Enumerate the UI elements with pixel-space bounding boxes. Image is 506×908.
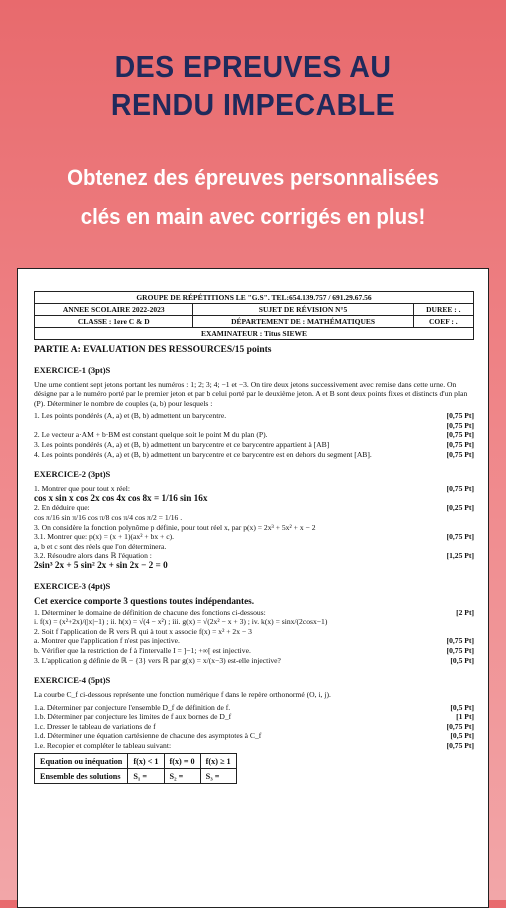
header-group: GROUPE DE RÉPÉTITIONS LE "G.S". TEL:654.139.757 / 691.29.67.56 (35, 292, 474, 304)
header-duration: DUREE : . (413, 304, 473, 316)
table-cell: S₂ = (164, 769, 200, 784)
question-text: 4. Les points pondérés (A, a) et (B, b) admettent un barycentre et ce barycentre est en dehors du segment [AB]. (34, 449, 372, 459)
question-text: 2sin³ 2x + 5 sin² 2x + sin 2x − 2 = 0 (34, 559, 168, 570)
exercise-line (34, 617, 474, 627)
question-text: 1.c. Dresser le tableau de variations de f (34, 721, 156, 731)
exercise-2-items (34, 484, 474, 570)
headline-line-1: DES EPREUVES AU (114, 49, 392, 84)
question-text: 1. Déterminer le domaine de définition de chacune des fonctions ci-dessous: (34, 607, 266, 617)
exercise-line (34, 532, 474, 542)
exercise-line (34, 503, 474, 513)
exercise-1-items (34, 411, 474, 459)
table-cell: f(x) = 0 (164, 754, 200, 769)
question-text: 3. L'application g définie de ℝ − {3} vers ℝ par g(x) = x/(x−3) est-elle injective? (34, 655, 281, 665)
question-text: 1.e. Recopier et compléter le tableau suivant: (34, 740, 172, 750)
exercise-line (34, 608, 474, 618)
exercise-line (34, 741, 474, 751)
points-label: [0,5 Pt] (450, 731, 474, 741)
points-label: [0,75 Pt] (446, 484, 474, 494)
question-text: cos x sin x cos 2x cos 4x cos 8x = 1/16 sin 16x (34, 492, 208, 503)
points-label: [0,75 Pt] (446, 411, 474, 421)
subtitle-line-2: clés en main avec corrigés en plus! (80, 204, 426, 229)
points-label (434, 513, 474, 523)
table-cell: Equation ou inéquation (35, 754, 128, 769)
exercise-line (34, 411, 474, 421)
table-cell: f(x) ≥ 1 (200, 754, 236, 769)
exercise-3-title: EXERCICE-3 (4pt)S (34, 580, 111, 591)
points-label: [0,5 Pt] (450, 702, 474, 712)
exercise-line (34, 523, 474, 533)
header-department: DÉPARTEMENT DE : MATHÉMATIQUES (193, 316, 413, 328)
header-subject: SUJET DE RÉVISION N°5 (193, 304, 413, 316)
points-label: [0,75 Pt] (446, 532, 474, 542)
points-label: [0,75 Pt] (446, 645, 474, 655)
exercise-2-title: EXERCICE-2 (3pt)S (34, 469, 111, 480)
promo-headline (20, 48, 486, 124)
question-text: 3. On considère la fonction polynôme p définie, pour tout réel x, par p(x) = 2x³ + 5x² + x − 2 (34, 522, 316, 532)
question-text: 1.a. Déterminer par conjecture l'ensemble D_f de définition de f. (34, 702, 231, 712)
exercise-line (34, 421, 474, 431)
exercise-line (34, 636, 474, 646)
exercise-line (34, 656, 474, 666)
part-title: PARTIE A: EVALUATION DES RESSOURCES/15 points (34, 345, 272, 355)
exercise-line (34, 430, 474, 440)
header-class: CLASSE : 1ere C & D (35, 316, 193, 328)
exercise-line (34, 440, 474, 450)
table-cell: S₁ = (128, 769, 164, 784)
exercise-3-heading: Cet exercice comporte 3 questions toutes indépendantes. (34, 595, 255, 606)
points-label: [0,75 Pt] (446, 420, 474, 430)
solutions-table (34, 753, 237, 784)
question-text: 3.1. Montrer que: p(x) = (x + 1)(ax² + bx + c). (34, 532, 175, 542)
table-cell: f(x) < 1 (128, 754, 164, 769)
question-text: 2. Soit f l'application de ℝ vers ℝ qui à tout x associe f(x) = x² + 2x − 3 (34, 626, 252, 636)
question-text: a. Montrer que l'application f n'est pas injective. (34, 636, 180, 646)
points-label: [0,75 Pt] (446, 449, 474, 459)
points-label: [0,5 Pt] (450, 655, 474, 665)
header-examiner: EXAMINATEUR : Titus SIEWE (35, 328, 474, 340)
question-text: 3. Les points pondérés (A, a) et (B, b) admettent un barycentre et ce barycentre appartient à [AB] (34, 440, 330, 449)
promo-subtitle (18, 158, 489, 236)
header-year: ANNEE SCOLAIRE 2022-2023 (35, 304, 193, 316)
points-label: [1,25 Pt] (446, 551, 474, 561)
question-text: 1.b. Déterminer par conjecture les limites de f aux bornes de D_f (34, 712, 232, 722)
exam-header-table (34, 291, 474, 340)
points-label: [2 Pt] (456, 607, 474, 617)
question-text: cos π/16 sin π/16 cos π/8 cos π/4 cos π/2 = 1/16 . (34, 512, 183, 522)
points-label (434, 561, 474, 571)
exercise-4-title: EXERCICE-4 (5pt)S (34, 675, 111, 686)
question-text (34, 421, 434, 431)
exercise-4-intro: La courbe C_f ci-dessous représente une fonction numérique f dans le repère orthonormé (O, i, j). (34, 690, 331, 700)
exercise-line (34, 542, 474, 552)
points-label: [0,25 Pt] (446, 503, 474, 513)
exercise-line (34, 494, 474, 504)
question-text: 1.d. Déterminer une équation cartésienne de chacune des asymptotes à C_f (34, 731, 262, 741)
subtitle-line-1: Obtenez des épreuves personnalisées (67, 165, 439, 190)
points-label (434, 542, 474, 552)
points-label: [0,75 Pt] (446, 740, 474, 750)
question-text: 1. Les points pondérés (A, a) et (B, b) admettent un barycentre. (34, 411, 227, 421)
question-text: i. f(x) = (x²+2x)/(|x|−1) ; ii. h(x) = √(4 − x²) ; iii. g(x) = √(2x² − x + 3) ; iv. k(x) = sinx/(2cosx−1) (34, 617, 328, 627)
points-label (434, 617, 474, 627)
exercise-1-intro: Une urne contient sept jetons portant les numéros : 1; 2; 3; 4; −1 et −3. On tire deux jetons successivement avec remise dans cette urne. On désigne par a le numéro porté par le premier jeton et par b celui porté par le deuxième jeton. A et B sont deux points fixes et distincts d'un plan (P). Déterminer le nombre de couples (a, b) pour lesquels : (34, 380, 468, 408)
exercise-line (34, 646, 474, 656)
points-label (434, 523, 474, 533)
exercise-1-title: EXERCICE-1 (3pt)S (34, 365, 111, 375)
question-text: 2. En déduire que: (34, 503, 90, 513)
question-text: a, b et c sont des réels que l'on déterminera. (34, 541, 167, 551)
exercise-line (34, 627, 474, 637)
points-label (434, 494, 474, 504)
exercise-line (34, 722, 474, 732)
exercise-4-items (34, 703, 474, 751)
points-label: [0,75 Pt] (446, 721, 474, 731)
question-text: 1. Montrer que pour tout x réel: (34, 484, 130, 494)
question-text: b. Vérifier que la restriction de f à l'intervalle I = ]−1; +∞[ est injective. (34, 645, 251, 655)
exercise-line (34, 513, 474, 523)
exercise-line (34, 712, 474, 722)
question-text: 3.2. Résoudre alors dans ℝ l'équation : (34, 551, 152, 561)
exercise-line (34, 703, 474, 713)
table-cell: Ensemble des solutions (35, 769, 128, 784)
headline-line-2: RENDU IMPECABLE (110, 87, 396, 122)
exercise-line (34, 561, 474, 571)
points-label: [0,75 Pt] (446, 430, 474, 440)
points-label: [1 Pt] (456, 712, 474, 722)
solutions-table-row (35, 769, 237, 784)
points-label: [0,75 Pt] (446, 636, 474, 646)
exercise-line (34, 450, 474, 460)
exercise-line (34, 731, 474, 741)
table-cell: S₃ = (200, 769, 236, 784)
points-label (434, 627, 474, 637)
points-label: [0,75 Pt] (446, 440, 474, 449)
solutions-table-row (35, 754, 237, 769)
header-coef: COEF : . (413, 316, 473, 328)
exam-document-preview (17, 268, 489, 908)
exercise-3-items (34, 608, 474, 666)
question-text: 2. Le vecteur a·AM + b·BM est constant quelque soit le point M du plan (P). (34, 430, 268, 440)
